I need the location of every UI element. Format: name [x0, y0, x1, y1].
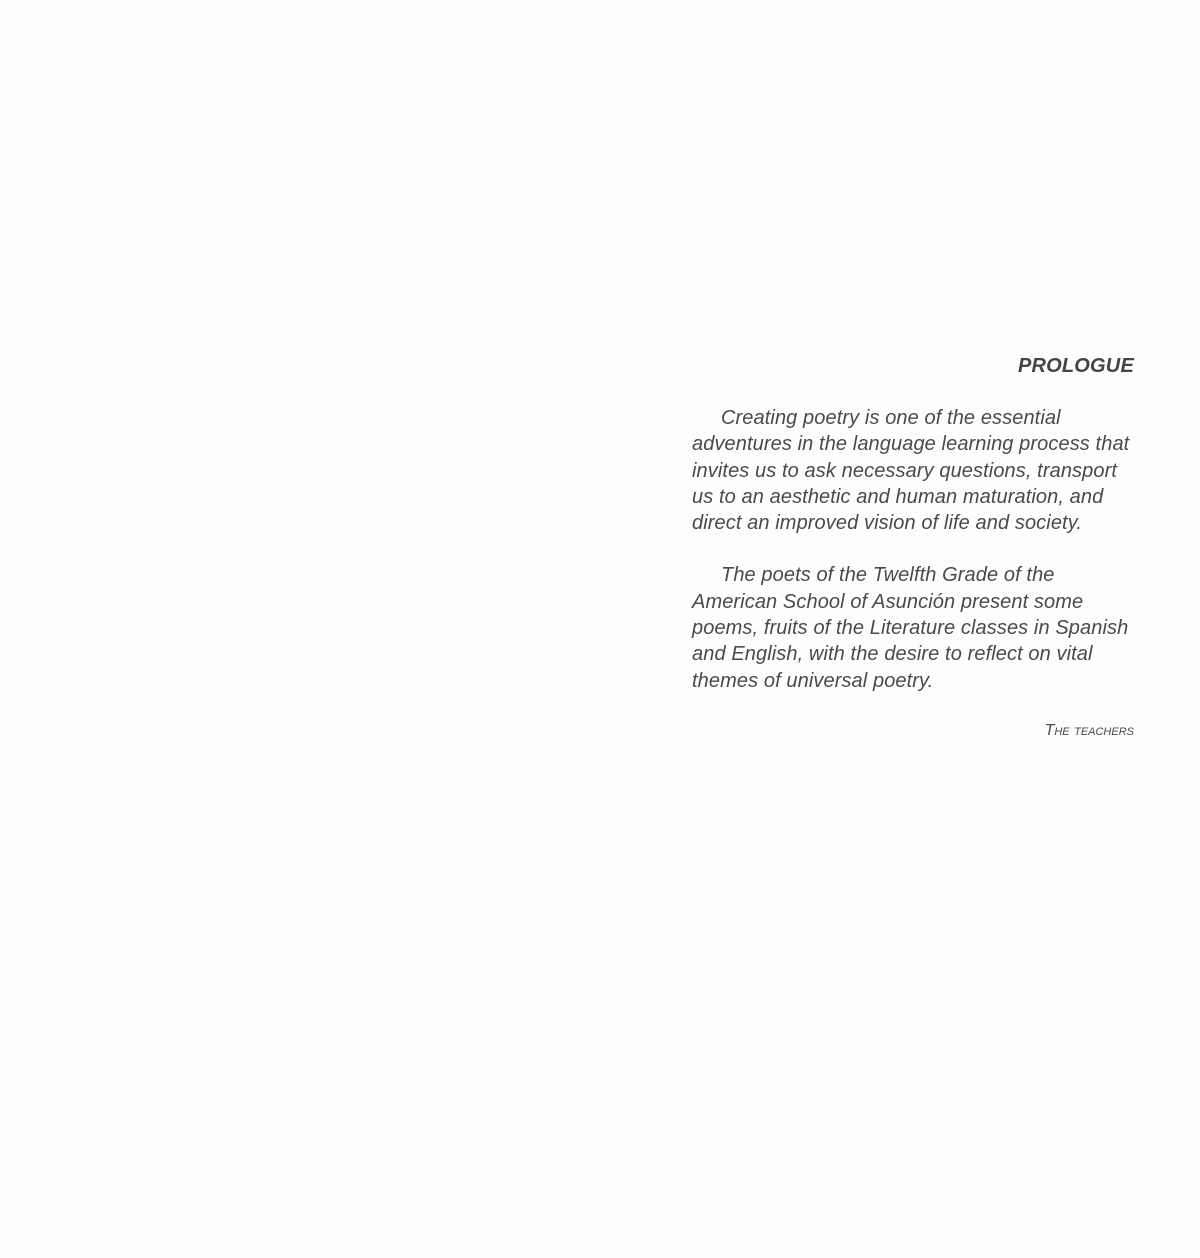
page-title: PROLOGUE	[1017, 355, 1134, 377]
prologue-section	[692, 352, 1134, 742]
paragraph-1: Creating poetry is one of the essential adventures in the language learning process that invites us to ask necessary questions, transport us to an aesthetic and human maturation, and direct an improved vision of life and society.	[692, 407, 1130, 535]
signature: The teachers	[1044, 721, 1134, 739]
paragraph-2: The poets of the Twelfth Grade of the American School of Asunción present some poems, fruits of the Literature classes in Spanish and English, with the desire to reflect on vital themes of universal poetry.	[692, 564, 1129, 692]
